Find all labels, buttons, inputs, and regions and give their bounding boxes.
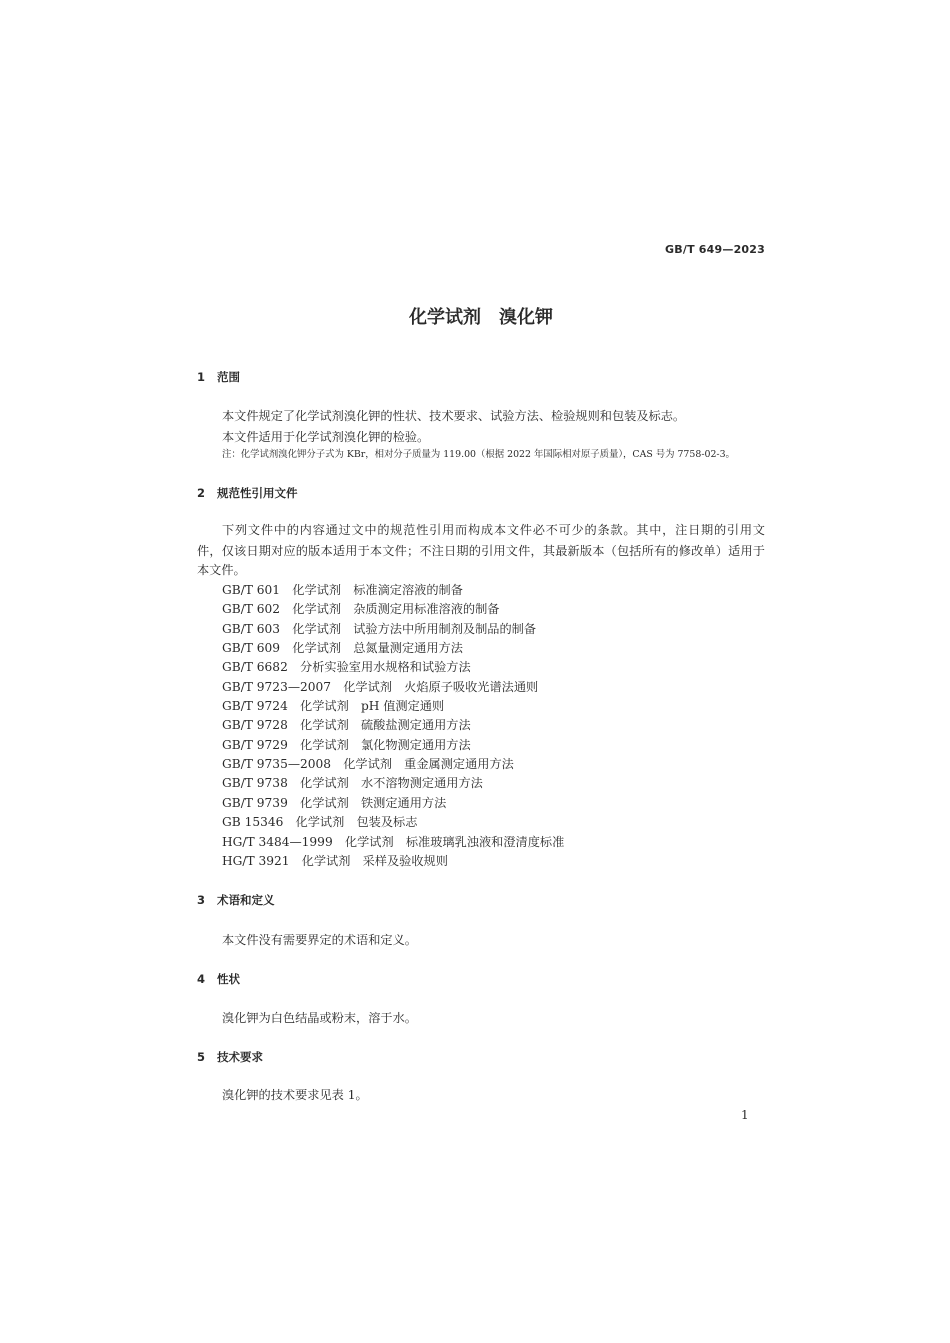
section-title: 术语和定义 [217,893,275,907]
section-title: 技术要求 [217,1050,263,1064]
section-number: 3 [197,893,206,907]
reference-item: GB/T 603 化学试剂 试验方法中所用制剂及制品的制备 [222,622,537,636]
reference-item: GB/T 9738 化学试剂 水不溶物测定通用方法 [222,776,483,790]
references-intro-line: 本文件。 [197,563,246,577]
reference-item: HG/T 3921 化学试剂 采样及验收规则 [222,854,448,868]
section-title: 性状 [217,972,240,986]
reference-item: GB 15346 化学试剂 包装及标志 [222,815,418,829]
reference-item: GB/T 6682 分析实验室用水规格和试验方法 [222,660,471,674]
reference-item: GB/T 9724 化学试剂 pH 值测定通则 [222,699,445,713]
section-heading-scope [197,369,240,385]
terms-paragraph: 本文件没有需要界定的术语和定义。 [222,933,417,947]
reference-item: GB/T 9729 化学试剂 氯化物测定通用方法 [222,738,471,752]
reference-item: HG/T 3484—1999 化学试剂 标准玻璃乳浊液和澄清度标准 [222,835,565,849]
section-title: 规范性引用文件 [217,486,298,500]
reference-item: GB/T 602 化学试剂 杂质测定用标准溶液的制备 [222,602,500,616]
section-heading-terms [197,892,275,908]
technical-requirements-paragraph: 溴化钾的技术要求见表 1。 [222,1088,368,1102]
section-heading-properties [197,971,240,987]
scope-paragraph: 本文件规定了化学试剂溴化钾的性状、技术要求、试验方法、检验规则和包装及标志。 [222,409,686,423]
properties-paragraph: 溴化钾为白色结晶或粉末，溶于水。 [222,1011,417,1025]
section-number: 5 [197,1050,206,1064]
references-intro-line: 件，仅该日期对应的版本适用于本文件；不注日期的引用文件，其最新版本（包括所有的修改单）适用于 [197,544,765,558]
reference-item: GB/T 9728 化学试剂 硫酸盐测定通用方法 [222,718,471,732]
document-title: 化学试剂 溴化钾 [409,307,553,328]
section-number: 4 [197,972,206,986]
reference-item: GB/T 601 化学试剂 标准滴定溶液的制备 [222,583,463,597]
references-intro-line: 下列文件中的内容通过文中的规范性引用而构成本文件必不可少的条款。其中，注日期的引用文 [222,523,765,537]
scope-note: 注：化学试剂溴化钾分子式为 KBr，相对分子质量为 119.00（根据 2022 年国际相对原子质量），CAS 号为 7758-02-3。 [222,449,735,460]
reference-item: GB/T 9739 化学试剂 铁测定通用方法 [222,796,447,810]
section-number: 1 [197,370,206,384]
reference-item: GB/T 609 化学试剂 总氮量测定通用方法 [222,641,463,655]
section-number: 2 [197,486,206,500]
section-heading-normative-references [197,485,298,501]
section-heading-technical-requirements [197,1049,263,1065]
scope-paragraph: 本文件适用于化学试剂溴化钾的检验。 [222,430,430,444]
standard-code: GB/T 649—2023 [665,243,765,256]
page-number: 1 [741,1108,749,1122]
section-title: 范围 [217,370,240,384]
reference-item: GB/T 9723—2007 化学试剂 火焰原子吸收光谱法通则 [222,680,539,694]
reference-item: GB/T 9735—2008 化学试剂 重金属测定通用方法 [222,757,514,771]
